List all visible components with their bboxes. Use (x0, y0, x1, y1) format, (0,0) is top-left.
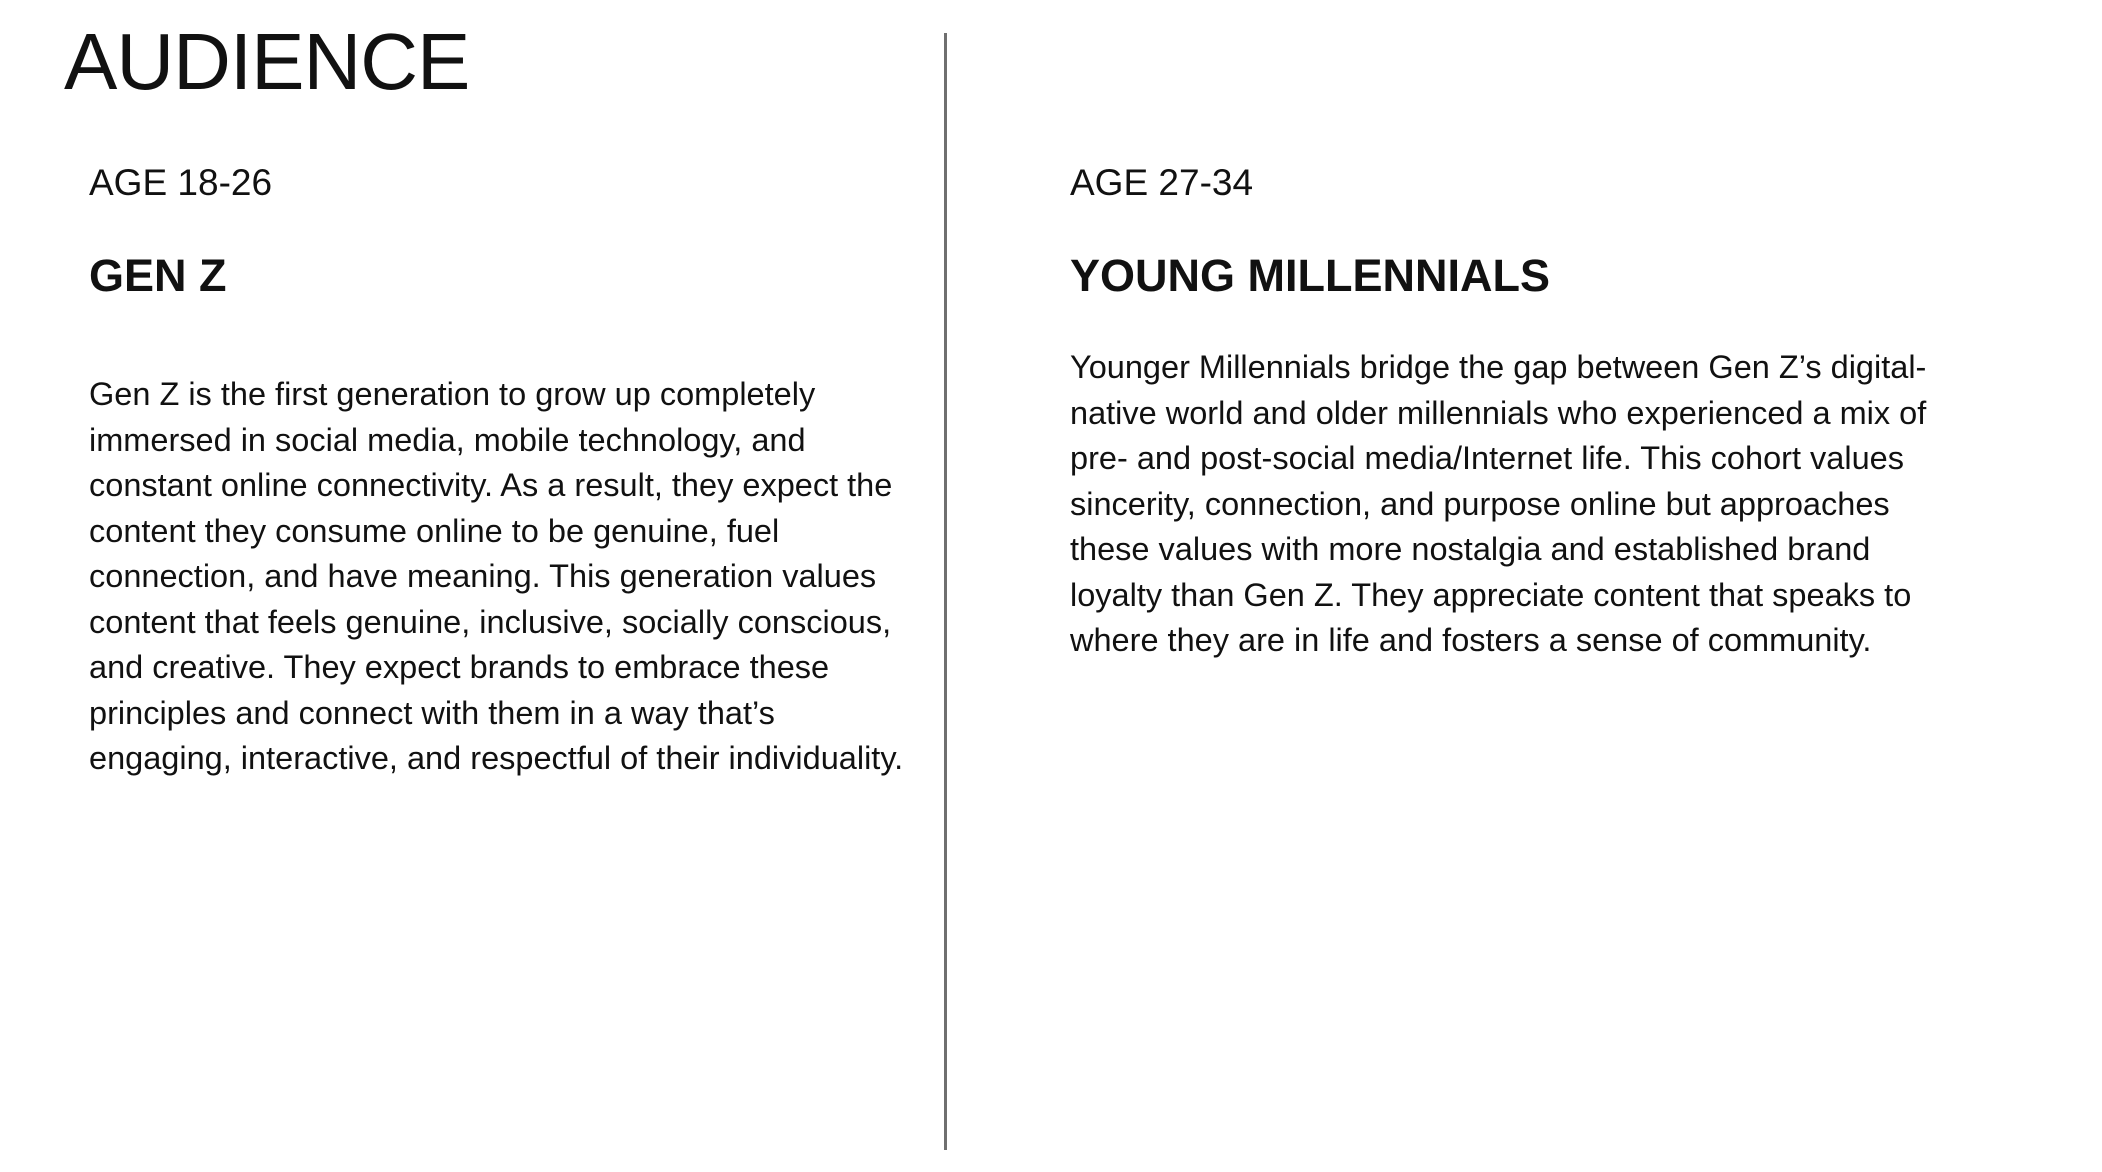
segment-heading: GEN Z (89, 250, 227, 301)
segment-description: Younger Millennials bridge the gap between Gen Z’s digital-native world and older millennials who experienced a mix of pre- and post-social media/Internet life. This cohort values sincerity, connection, and purpose online but approaches these values with more nostalgia and established brand loyalty than Gen Z. They appreciate content that speaks to where they are in life and fosters a sense of community. (1070, 349, 1927, 658)
segment-heading: YOUNG MILLENNIALS (1070, 250, 1550, 301)
column-divider (944, 33, 947, 1150)
age-range-label: AGE 27-34 (1070, 162, 1254, 203)
page-title: AUDIENCE (64, 17, 470, 106)
segment-description: Gen Z is the first generation to grow up completely immersed in social media, mobile technology, and constant online connectivity. As a result, they expect the content they consume online to be genuine, fuel connection, and have meaning. This generation values content that feels genuine, inclusive, socially conscious, and creative. They expect brands to embrace these principles and connect with them in a way that’s engaging, interactive, and respectful of their individuality. (89, 376, 904, 776)
age-range-label: AGE 18-26 (89, 162, 273, 203)
